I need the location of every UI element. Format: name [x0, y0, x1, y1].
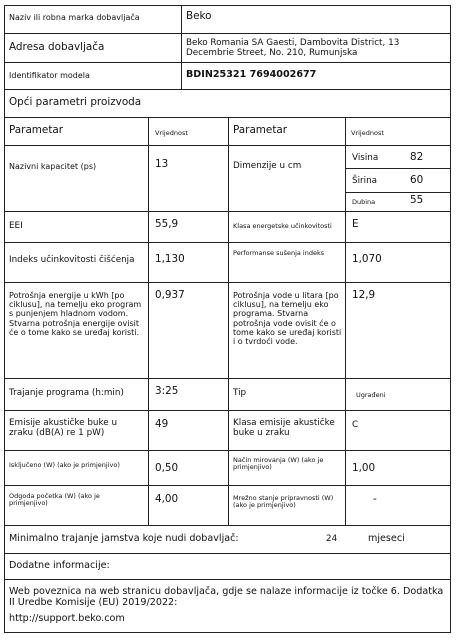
noise-value: 49 — [155, 418, 169, 430]
divider — [345, 168, 451, 169]
drying-index-label: Performanse sušenja indeks — [233, 249, 325, 257]
noise-class-label: Klasa emisije akustičke buke u zraku — [233, 418, 335, 439]
energy-consumption-value: 0,937 — [155, 289, 185, 301]
duration-value: 3:25 — [155, 385, 179, 397]
depth-label: Dubina — [352, 198, 376, 206]
height-value: 82 — [410, 151, 424, 163]
support-link[interactable]: http://support.beko.com — [9, 613, 125, 624]
off-mode-label: Isključeno (W) (ako je primjenjivo) — [9, 461, 120, 469]
divider — [4, 62, 451, 63]
value-header-left: Vrijednost — [155, 129, 188, 137]
cleaning-index-value: 1,130 — [155, 253, 185, 265]
width-value: 60 — [410, 174, 424, 186]
warranty-value: 24 — [326, 534, 338, 544]
width-label: Širina — [352, 176, 378, 186]
type-value: Ugrađeni — [356, 391, 386, 399]
divider — [4, 33, 451, 34]
divider — [4, 89, 451, 90]
network-standby-label: Mrežno stanje pripravnosti (W) (ako je primjenjivo) — [233, 494, 334, 510]
divider — [181, 5, 182, 89]
address-label: Adresa dobavljača — [9, 41, 105, 53]
supplier-value: Beko — [186, 10, 212, 22]
capacity-label: Nazivni kapacitet (ps) — [9, 162, 97, 171]
divider — [4, 525, 451, 526]
standby-value: 1,00 — [352, 462, 376, 474]
divider — [148, 117, 149, 525]
capacity-value: 13 — [155, 158, 169, 170]
network-standby-value: - — [373, 493, 377, 505]
water-consumption-value: 12,9 — [352, 289, 376, 301]
param-header-left: Parametar — [9, 124, 64, 136]
duration-label: Trajanje programa (h:min) — [9, 388, 124, 398]
noise-class-value: C — [352, 420, 359, 430]
model-label: Identifikator modela — [9, 71, 90, 80]
address-value: Beko Romania SA Gaesti, Dambovita District, 13 Decembrie Street, No. 210, Rumunjska — [186, 38, 400, 59]
delay-start-value: 4,00 — [155, 493, 179, 505]
water-consumption-label: Potrošnja vode u litara [po ciklusu], na temelju eko programa. Stvarna potrošnja vode ovisit će o tome kako se uređaj koristi i o tvrdoći vode. — [233, 291, 342, 346]
divider — [345, 192, 451, 193]
off-mode-value: 0,50 — [155, 462, 179, 474]
energy-class-label: Klasa energetske učinkovitosti — [233, 222, 332, 230]
depth-value: 55 — [410, 194, 424, 206]
divider — [228, 117, 229, 525]
height-label: Visina — [352, 153, 379, 163]
energy-class-value: E — [352, 218, 359, 230]
energy-consumption-label: Potrošnja energije u kWh [po ciklusu], na temelju eko program s punjenjem hladnom vodom. Stvarna potrošnja energije ovisit će o tome kako se uređaj koristi. — [9, 291, 142, 337]
section-title: Opći parametri proizvoda — [9, 96, 142, 108]
divider — [345, 117, 346, 525]
model-value: BDIN25321 7694002677 — [186, 69, 317, 80]
eei-value: 55,9 — [155, 218, 179, 230]
type-label: Tip — [233, 388, 247, 398]
weblink-text: Web poveznica na web stranicu dobavljača, gdje se nalaze informacije iz točke 6. Dodatka II Uredbe Komisije (EU) 2019/2022: — [9, 586, 444, 609]
divider — [4, 553, 451, 554]
drying-index-value: 1,070 — [352, 253, 382, 265]
additional-info-label: Dodatne informacije: — [9, 560, 110, 571]
standby-label: Način mirovanja (W) (ako je primjenjivo) — [233, 456, 324, 472]
supplier-label: Naziv ili robna marka dobavljača — [9, 13, 140, 22]
value-header-right: Vrijednost — [351, 129, 384, 137]
eei-label: EEI — [9, 221, 23, 231]
warranty-label: Minimalno trajanje jamstva koje nudi dobavljač: — [9, 533, 239, 544]
param-header-right: Parametar — [233, 124, 288, 136]
noise-label: Emisije akustičke buke u zraku (dB(A) re 1 pW) — [9, 418, 118, 439]
cleaning-index-label: Indeks učinkovitosti čišćenja — [9, 255, 135, 265]
dimensions-label: Dimenzije u cm — [233, 161, 302, 171]
divider — [4, 579, 451, 580]
warranty-unit: mjeseci — [368, 533, 405, 544]
delay-start-label: Odgoda početka (W) (ako je primjenjivo) — [9, 492, 100, 508]
